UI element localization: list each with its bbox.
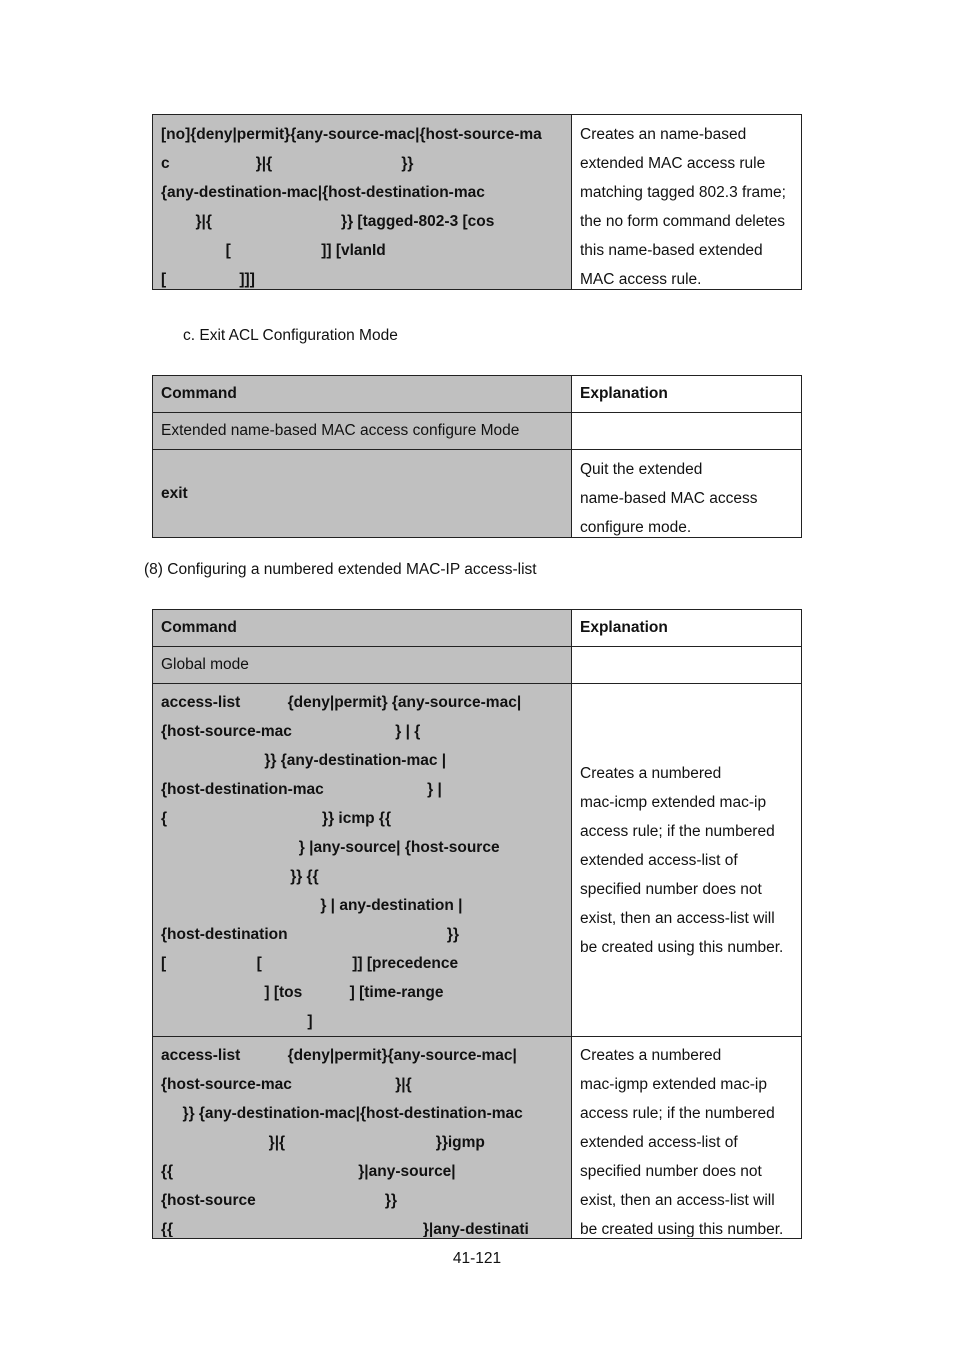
command-line: }|{ }} [tagged-802-3 [cos: [161, 213, 495, 230]
command-line: ] [tos ] [time-range: [161, 984, 444, 1001]
command-line: {{ }|any-destinati: [161, 1221, 529, 1237]
command-line: {host-source-mac } | {: [161, 723, 421, 740]
explanation-line: mac-icmp extended mac-ip: [580, 793, 767, 811]
explanation-line: exist, then an access-list will: [580, 1192, 775, 1209]
explanation-line: extended access-list of: [580, 1134, 738, 1151]
explanation-cell: [572, 684, 802, 1037]
command-line: }} {any-destination-mac|{host-destination-mac: [161, 1105, 523, 1122]
command-line: { }} icmp {{: [161, 810, 391, 827]
command-line: {host-destination }}: [161, 926, 459, 943]
explanation-line: the no form command deletes: [580, 213, 786, 230]
explanation-line: configure mode.: [580, 519, 692, 536]
section-heading-exit-acl: c. Exit ACL Configuration Mode: [183, 327, 398, 344]
command-line: }} {{: [161, 868, 319, 885]
name-based-mac-rule-table: [152, 114, 802, 290]
command-cell: [153, 684, 572, 1037]
command-line: }|{ }}igmp: [161, 1134, 485, 1151]
header-command: Command: [153, 610, 572, 647]
header-command: Command: [153, 376, 572, 413]
command-line: [ ]] [vlanId: [161, 242, 386, 259]
explanation-line: extended access-list of: [580, 851, 738, 869]
command-cell: [153, 115, 572, 290]
explanation-line: access rule; if the numbered: [580, 1105, 775, 1122]
explanation-line: Creates an name-based: [580, 126, 747, 143]
explanation-line: mac-igmp extended mac-ip: [580, 1076, 767, 1093]
command-line: {{ }|any-source|: [161, 1163, 456, 1180]
explanation-line: exist, then an access-list will: [580, 909, 775, 927]
explanation-line: matching tagged 802.3 frame;: [580, 184, 786, 201]
exit-acl-table: [152, 375, 802, 538]
header-explanation: Explanation: [572, 376, 802, 413]
command-line: c }|{ }}: [161, 155, 414, 172]
mode-explanation-cell: [572, 413, 802, 450]
command-cell: exit: [153, 450, 572, 538]
command-line: } |any-source| {host-source: [161, 839, 500, 856]
command-line: [no]{deny|permit}{any-source-mac|{host-source-ma: [161, 126, 542, 143]
explanation-line: Creates a numbered: [580, 764, 722, 782]
explanation-line: this name-based extended: [580, 242, 763, 259]
command-line: access-list {deny|permit}{any-source-mac|: [161, 1047, 517, 1064]
explanation-line: name-based MAC access: [580, 490, 758, 507]
command-line: access-list {deny|permit} {any-source-mac|: [161, 694, 522, 711]
mode-cell: Global mode: [153, 647, 572, 684]
explanation-line: access rule; if the numbered: [580, 822, 775, 840]
explanation-line: specified number does not: [580, 880, 762, 898]
command-line: } | any-destination |: [161, 897, 463, 914]
page-number: 41-121: [452, 1250, 502, 1267]
mode-cell: Extended name-based MAC access configure Mode: [153, 413, 572, 450]
explanation-line: extended MAC access rule: [580, 155, 766, 172]
explanation-line: Creates a numbered: [580, 1047, 722, 1064]
explanation-line: MAC access rule.: [580, 271, 702, 288]
command-line: {host-source }}: [161, 1192, 397, 1209]
command-line: {host-source-mac }|{: [161, 1076, 412, 1093]
command-line: [ ]]]: [161, 271, 255, 288]
explanation-line: be created using this number.: [580, 1221, 784, 1237]
command-line: {host-destination-mac } |: [161, 781, 442, 798]
command-line: [ [ ]] [precedence: [161, 955, 459, 972]
explanation-cell: [572, 1037, 802, 1239]
mac-ip-access-list-table: [152, 609, 802, 1239]
explanation-cell: [572, 115, 802, 290]
explanation-line: be created using this number.: [580, 938, 784, 956]
command-line: ]: [161, 1013, 313, 1030]
command-line: }} {any-destination-mac |: [161, 752, 447, 769]
mode-explanation-cell: [572, 647, 802, 684]
explanation-line: Quit the extended: [580, 461, 703, 478]
explanation-cell: [572, 450, 802, 538]
explanation-line: specified number does not: [580, 1163, 762, 1180]
command-cell: [153, 1037, 572, 1239]
command-line: {any-destination-mac|{host-destination-mac: [161, 184, 485, 201]
header-explanation: Explanation: [572, 610, 802, 647]
section-heading-mac-ip: (8) Configuring a numbered extended MAC-IP access-list: [144, 561, 537, 578]
